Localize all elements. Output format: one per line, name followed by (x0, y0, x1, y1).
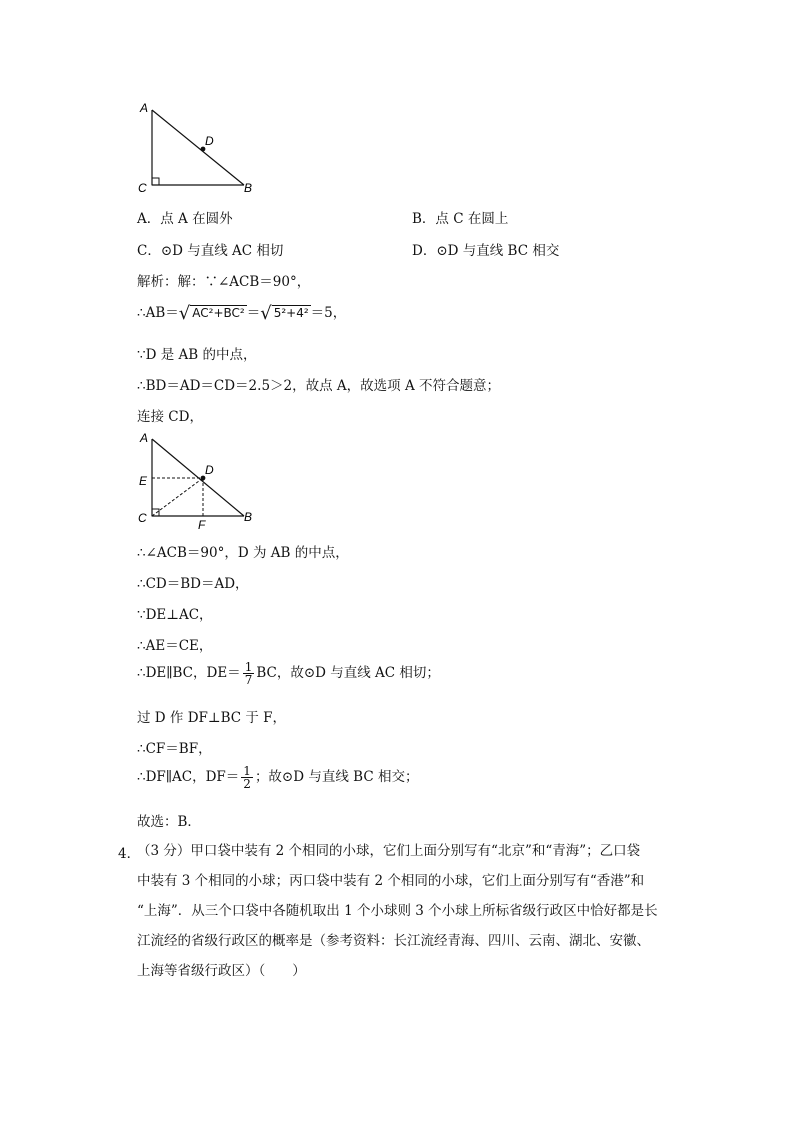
label-c: C (138, 181, 147, 195)
sqrt-sign-icon: √ (178, 303, 191, 324)
option-a: A．点 A 在圆外 (137, 211, 233, 227)
label-b: B (244, 181, 253, 195)
step8-prefix: ∴DF∥AC，DF＝ (137, 769, 240, 785)
fraction-numerator-2: 1 (243, 764, 251, 778)
step8-suffix: ；故⊙D 与直线 BC 相交； (254, 769, 419, 785)
question-line: （3 分）甲口袋中装有 2 个相同的小球，它们上面分别写有“北京”和“青海”；乙口袋 (137, 843, 641, 859)
solution-step-6: 过 D 作 DF⊥BC 于 F， (137, 710, 287, 726)
solution-connect: 连接 CD， (137, 409, 203, 425)
fraction-numerator: 1 (244, 660, 253, 674)
question-4-text (137, 836, 667, 986)
step5-suffix: BC，故⊙D 与直线 AC 相切； (256, 665, 440, 681)
label-d-2: D (205, 463, 214, 477)
option-c: C．⊙D 与直线 AC 相切 (137, 243, 284, 259)
solution-step-8 (137, 765, 418, 790)
solution-d-midpoint: ∵D 是 AB 的中点， (137, 347, 257, 363)
label-b-2: B (244, 510, 253, 524)
question-4-number: 4． (118, 846, 141, 862)
fraction-denominator-2: 2 (243, 777, 251, 791)
fraction-denominator: 7 (244, 673, 253, 687)
solution-step-2: ∴CD＝BD＝AD， (137, 576, 249, 592)
step5-prefix: ∴DE∥BC，DE＝ (137, 665, 241, 681)
triangle-figure-1 (134, 98, 264, 198)
question-line: 上海等省级行政区）（ ） (137, 963, 306, 979)
solution-step-7: ∴CF＝BF， (137, 741, 212, 757)
solution-ab-line: ∴AB＝√ AC²+BC² ＝√ 5²+4² ＝5， (137, 303, 347, 324)
label-d: D (205, 134, 214, 148)
sqrt-sign-icon-2: √ (260, 303, 272, 324)
label-a-2: A (140, 431, 149, 445)
question-line: 江流经的省级行政区的概率是（参考资料：长江流经青海、四川、云南、湖北、安徽、 (137, 933, 650, 949)
solution-step-4: ∴AE＝CE， (137, 638, 213, 654)
fraction-1-2 (241, 765, 253, 790)
solution-bd-line: ∴BD＝AD＝CD＝2.5＞2，故点 A，故选项 A 不符合题意； (137, 378, 500, 394)
option-d: D．⊙D 与直线 BC 相交 (412, 243, 560, 259)
ab-prefix: ∴AB＝ (137, 305, 179, 321)
solution-intro: 解析：解：∵∠ACB＝90°， (137, 274, 311, 290)
label-c-2: C (138, 511, 147, 525)
sqrt-expr-1: AC²+BC² (192, 306, 245, 320)
ab-result: ＝5， (310, 305, 347, 321)
label-e: E (139, 474, 148, 488)
sqrt-expr-2: 5²+4² (273, 306, 309, 320)
option-b: B．点 C 在圆上 (412, 211, 509, 227)
label-a: A (140, 101, 149, 115)
solution-step-3: ∵DE⊥AC， (137, 607, 213, 623)
question-line: “上海”．从三个口袋中各随机取出 1 个小球则 3 个小球上所标省级行政区中恰好都是长 (137, 903, 658, 919)
triangle-figure-2 (134, 428, 264, 532)
label-f: F (198, 518, 206, 532)
solution-step-1: ∴∠ACB＝90°，D 为 AB 的中点， (137, 545, 349, 561)
solution-step-5 (137, 661, 440, 686)
question-line: 中装有 3 个相同的小球；丙口袋中装有 2 个相同的小球，它们上面分别写有“香港”和 (137, 873, 645, 889)
fraction-1-7 (243, 661, 255, 686)
solution-answer: 故选：B． (137, 814, 201, 830)
